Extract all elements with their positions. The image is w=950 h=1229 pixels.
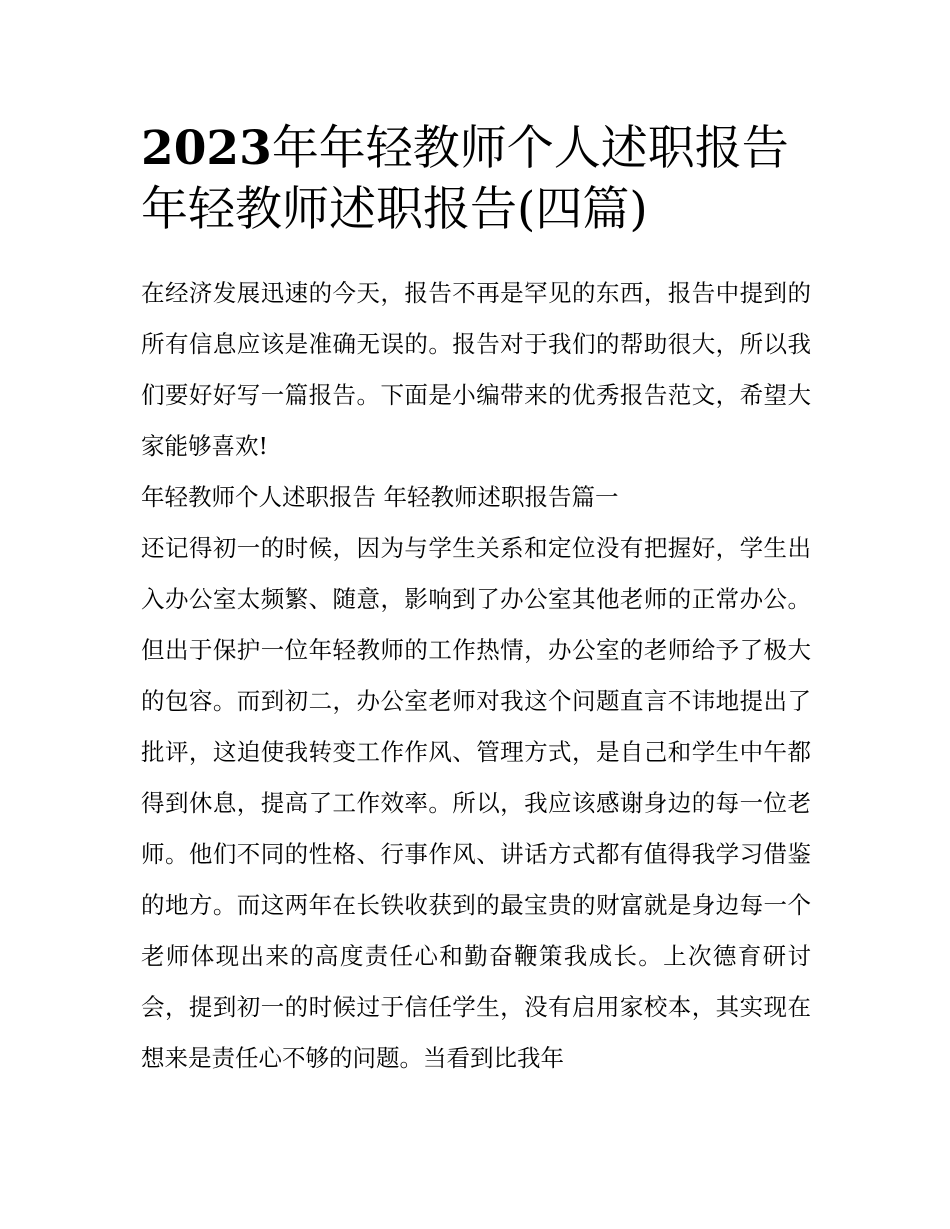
document-body: [141, 268, 811, 1084]
section-heading: 年轻教师个人述职报告 年轻教师述职报告篇一: [141, 483, 619, 511]
document-page: [141, 118, 811, 1084]
document-title: [141, 118, 811, 240]
title-line-1-text: 年年轻教师个人述职报告: [271, 121, 789, 176]
intro-paragraph: 在经济发展迅速的今天，报告不再是罕见的东西，报告中提到的所有信息应该是准确无误的。报告对于我们的帮助很大，所以我们要好好写一篇报告。下面是小编带来的优秀报告范文，希望大家能够喜欢!: [141, 279, 811, 460]
title-year: 2023: [141, 121, 272, 176]
title-line-2: 年轻教师述职报告(四篇): [141, 182, 648, 237]
title-line-1: [141, 118, 811, 179]
section-paragraph: 还记得初一的时候，因为与学生关系和定位没有把握好，学生出入办公室太频繁、随意，影响到了办公室其他老师的正常办公。但出于保护一位年轻教师的工作热情，办公室的老师给予了极大的包容。而到初二，办公室老师对我这个问题直言不讳地提出了批评，这迫使我转变工作作风、管理方式，是自己和学生中午都得到休息，提高了工作效率。所以，我应该感谢身边的每一位老师。他们不同的性格、行事作风、讲话方式都有值得我学习借鉴的地方。而这两年在长铁收获到的最宝贵的财富就是身边每一个老师体现出来的高度责任心和勤奋鞭策我成长。上次德育研讨会，提到初一的时候过于信任学生，没有启用家校本，其实现在想来是责任心不够的问题。当看到比我年: [141, 534, 811, 1072]
